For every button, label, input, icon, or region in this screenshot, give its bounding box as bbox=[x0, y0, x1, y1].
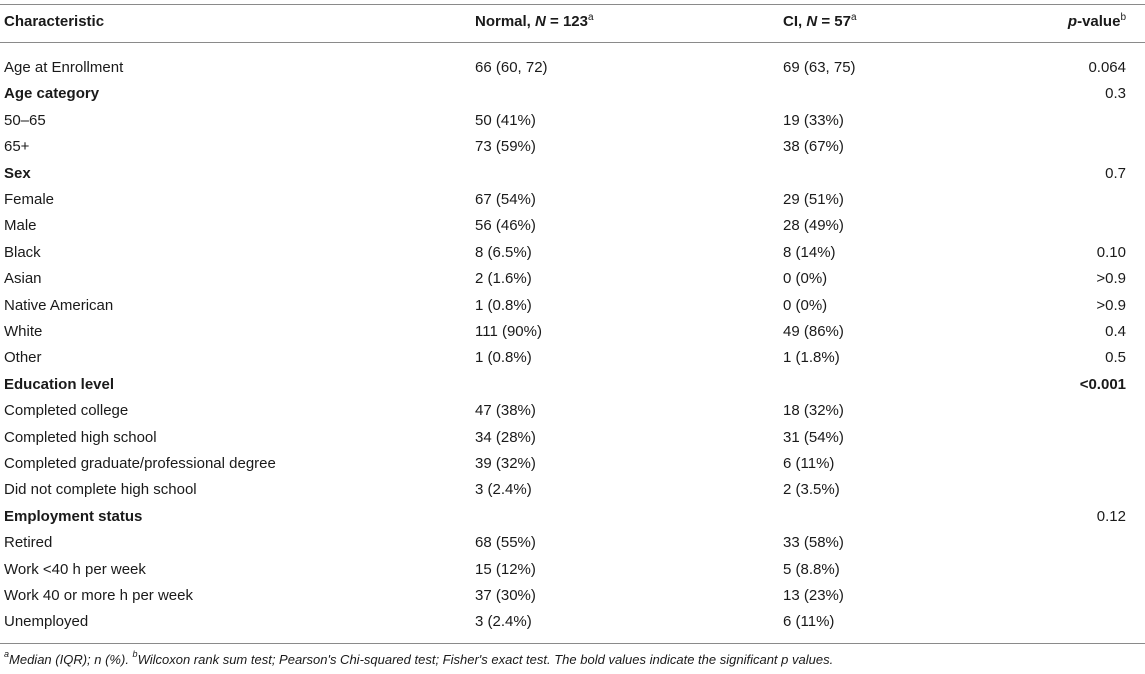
row-characteristic: Female bbox=[4, 191, 55, 208]
row-ci-value: 49 (86%) bbox=[783, 323, 844, 340]
table-row bbox=[0, 583, 1145, 609]
row-characteristic: Male bbox=[4, 217, 37, 235]
row-normal-value: 15 (12%) bbox=[475, 560, 536, 578]
header-normal: Normal, $N = 123^a$ bbox=[475, 12, 594, 30]
row-characteristic: Age category bbox=[4, 85, 100, 103]
table-row bbox=[0, 530, 1145, 556]
table-footnote: $^a$Median (IQR); n (%). $^b$Wilcoxon rank sum test; Pearson's Chi-squared test; Fisher's exact test. The bold values indicate the significant p values. bbox=[4, 649, 834, 667]
row-characteristic: 50–65 bbox=[4, 111, 46, 129]
table-bottom-rule bbox=[0, 643, 1145, 644]
header-rule bbox=[0, 42, 1145, 43]
row-characteristic: Completed graduate/professional degree bbox=[4, 455, 276, 472]
row-ci-value: 19 (33%) bbox=[783, 111, 844, 129]
table-row bbox=[0, 240, 1145, 266]
table-row bbox=[0, 266, 1145, 292]
row-ci-value: 28 (49%) bbox=[783, 217, 844, 235]
row-ci-value: 8 (14%) bbox=[783, 243, 836, 261]
row-normal-value: 66 (60, 72) bbox=[475, 59, 548, 76]
row-characteristic: Unemployed bbox=[4, 613, 89, 631]
header-p-value: p-value$^b$ bbox=[1067, 12, 1126, 30]
row-p-value: 0.064 bbox=[1088, 59, 1126, 76]
table-row bbox=[0, 398, 1145, 424]
row-ci-value: 2 (3.5%) bbox=[783, 481, 840, 499]
row-characteristic: Black bbox=[4, 243, 41, 261]
table-row bbox=[0, 345, 1145, 371]
row-p-value: 0.12 bbox=[1096, 507, 1126, 525]
row-ci-value: 5 (8.8%) bbox=[783, 560, 840, 578]
row-normal-value: 2 (1.6%) bbox=[475, 270, 532, 288]
row-normal-value: 1 (0.8%) bbox=[475, 349, 532, 367]
table-row bbox=[0, 81, 1145, 107]
table-row bbox=[0, 319, 1145, 345]
row-normal-value: 50 (41%) bbox=[475, 111, 536, 129]
row-characteristic: Other bbox=[4, 349, 42, 367]
table-row bbox=[0, 557, 1145, 583]
row-characteristic: Completed college bbox=[4, 402, 129, 420]
row-normal-value: 3 (2.4%) bbox=[475, 481, 532, 499]
row-normal-value: 1 (0.8%) bbox=[475, 296, 532, 314]
header-characteristic: Characteristic bbox=[4, 13, 105, 30]
row-characteristic: 65+ bbox=[4, 138, 30, 156]
row-characteristic: Retired bbox=[4, 534, 53, 552]
header-ci: CI, $N = 57^a$ bbox=[783, 12, 857, 30]
row-ci-value: 69 (63, 75) bbox=[783, 59, 856, 76]
table-row bbox=[0, 293, 1145, 319]
row-normal-value: 3 (2.4%) bbox=[475, 613, 532, 631]
row-characteristic: Native American bbox=[4, 296, 114, 314]
table-top-rule bbox=[0, 4, 1145, 5]
table-row bbox=[0, 372, 1145, 398]
row-p-value: 0.5 bbox=[1105, 349, 1126, 367]
row-ci-value: 31 (54%) bbox=[783, 428, 844, 446]
row-ci-value: 1 (1.8%) bbox=[783, 349, 840, 367]
row-ci-value: 38 (67%) bbox=[783, 138, 844, 156]
row-ci-value: 6 (11%) bbox=[783, 455, 835, 472]
row-normal-value: 47 (38%) bbox=[475, 402, 536, 420]
table-row bbox=[0, 108, 1145, 134]
row-ci-value: 6 (11%) bbox=[783, 613, 835, 631]
row-characteristic: Employment status bbox=[4, 507, 143, 525]
row-normal-value: 56 (46%) bbox=[475, 217, 536, 235]
row-ci-value: 13 (23%) bbox=[783, 587, 844, 604]
row-normal-value: 39 (32%) bbox=[475, 455, 536, 472]
row-characteristic: Age at Enrollment bbox=[4, 59, 124, 76]
row-characteristic: Asian bbox=[4, 270, 42, 288]
row-p-value: <0.001 bbox=[1079, 375, 1126, 393]
row-characteristic: Did not complete high school bbox=[4, 481, 197, 499]
table-row bbox=[0, 504, 1145, 530]
row-characteristic: Work <40 h per week bbox=[4, 560, 146, 578]
table-row bbox=[0, 477, 1145, 503]
table-row bbox=[0, 55, 1145, 81]
row-p-value: 0.3 bbox=[1105, 85, 1126, 103]
row-characteristic: Education level bbox=[4, 375, 115, 393]
table-header-row bbox=[0, 9, 1145, 35]
row-ci-value: 29 (51%) bbox=[783, 191, 844, 208]
row-normal-value: 8 (6.5%) bbox=[475, 243, 532, 261]
row-normal-value: 73 (59%) bbox=[475, 138, 536, 156]
row-characteristic: Sex bbox=[4, 164, 31, 182]
row-characteristic: Work 40 or more h per week bbox=[4, 587, 193, 604]
row-ci-value: 0 (0%) bbox=[783, 270, 828, 288]
table-row bbox=[0, 213, 1145, 239]
row-ci-value: 33 (58%) bbox=[783, 534, 844, 552]
table-row bbox=[0, 187, 1145, 213]
table-row bbox=[0, 425, 1145, 451]
row-ci-value: 18 (32%) bbox=[783, 402, 844, 420]
row-p-value: 0.10 bbox=[1096, 243, 1126, 261]
row-normal-value: 37 (30%) bbox=[475, 587, 536, 604]
row-characteristic: Completed high school bbox=[4, 428, 157, 446]
table-row bbox=[0, 451, 1145, 477]
table-row bbox=[0, 134, 1145, 160]
row-normal-value: 111 (90%) bbox=[475, 323, 542, 340]
row-p-value: >0.9 bbox=[1096, 270, 1126, 288]
row-characteristic: White bbox=[4, 323, 43, 340]
row-normal-value: 67 (54%) bbox=[475, 191, 536, 208]
row-p-value: 0.4 bbox=[1105, 323, 1126, 340]
table-row bbox=[0, 609, 1145, 635]
row-ci-value: 0 (0%) bbox=[783, 296, 828, 314]
row-normal-value: 34 (28%) bbox=[475, 428, 536, 446]
row-normal-value: 68 (55%) bbox=[475, 534, 536, 552]
row-p-value: >0.9 bbox=[1096, 296, 1126, 314]
table-row bbox=[0, 161, 1145, 187]
row-p-value: 0.7 bbox=[1105, 164, 1126, 182]
